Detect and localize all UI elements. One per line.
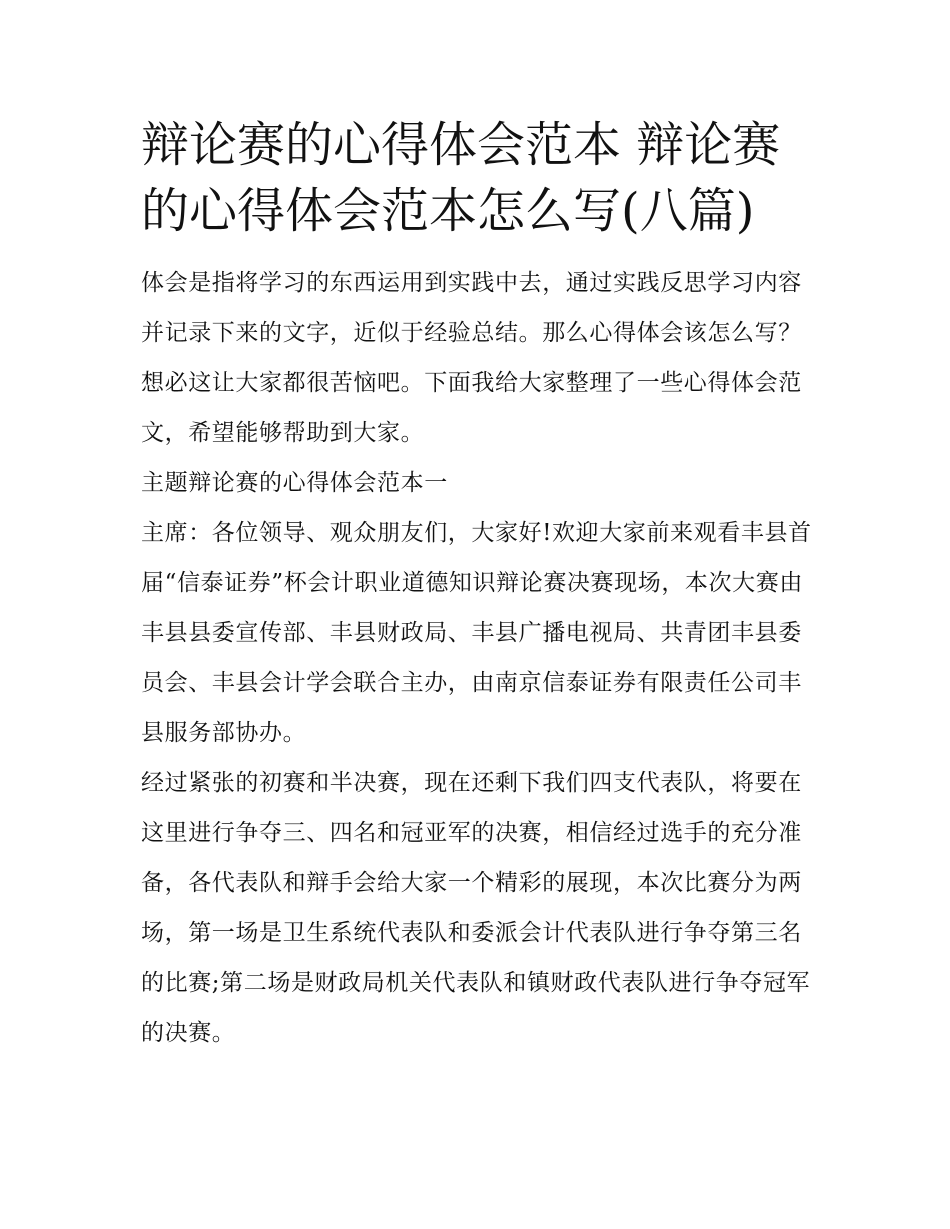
document-title: 辩论赛的心得体会范本 辩论赛的心得体会范本怎么写(八篇)	[141, 117, 781, 239]
body-paragraph: 经过紧张的初赛和半决赛，现在还剩下我们四支代表队，将要在这里进行争夺三、四名和冠亚军的决赛，相信经过选手的充分准备，各代表队和辩手会给大家一个精彩的展现，本次比赛分为两场，第一场是卫生系统代表队和委派会计代表队进行争夺第三名的比赛;第二场是财政局机关代表队和镇财政代表队进行争夺冠军的决赛。	[141, 770, 811, 1046]
intro-paragraph: 体会是指将学习的东西运用到实践中去，通过实践反思学习内容并记录下来的文字，近似于经验总结。那么心得体会该怎么写？想必这让大家都很苦恼吧。下面我给大家整理了一些心得体会范文，希望能够帮助到大家。	[141, 270, 802, 446]
document-page	[141, 112, 813, 1058]
body-paragraph: 主席：各位领导、观众朋友们，大家好!欢迎大家前来观看丰县首届“信泰证券”杯会计职业道德知识辩论赛决赛现场，本次大赛由丰县县委宣传部、丰县财政局、丰县广播电视局、共青团丰县委员会、丰县会计学会联合主办，由南京信泰证券有限责任公司丰县服务部协办。	[141, 520, 812, 746]
section-heading: 主题辩论赛的心得体会范本一	[141, 470, 448, 496]
